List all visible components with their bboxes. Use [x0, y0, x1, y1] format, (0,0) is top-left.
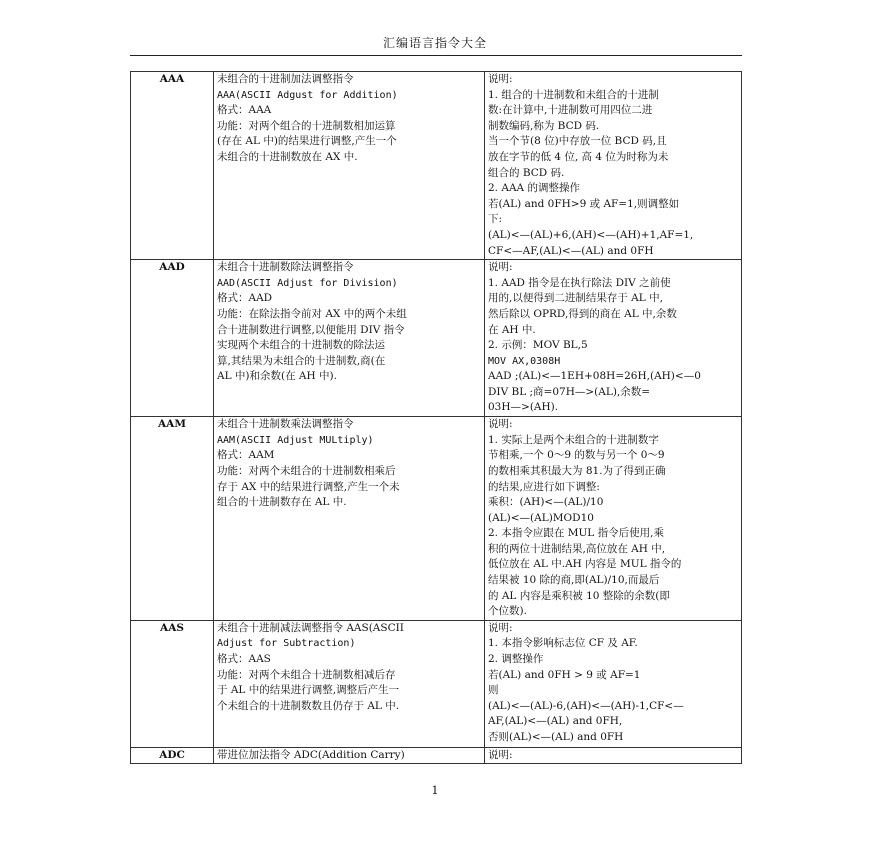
desc-line: 组合的十进制数存在 AL 中. — [217, 496, 347, 509]
note-line: 2. AAA 的调整操作 — [488, 182, 580, 195]
note-line: 乘积：(AH)<—(AL)/10 — [488, 496, 604, 509]
desc-line: 未组合的十进制数放在 AX 中. — [217, 150, 358, 163]
note-line: 1. 实际上是两个未组合的十进制数字 — [488, 433, 659, 446]
desc-line: 合十进制数进行调整,以便能用 DIV 指令 — [217, 323, 405, 336]
table-row — [131, 260, 742, 417]
note-line: 积的两位十进制结果,高位放在 AH 中, — [488, 542, 666, 555]
note-line: CF<—AF,(AL)<—(AL) and 0FH — [488, 244, 654, 257]
note-line: 若(AL) and 0FH > 9 或 AF=1 — [488, 668, 641, 681]
note-line: 否则(AL)<—(AL) and 0FH — [488, 731, 624, 743]
note-line: MOV AX,0308H — [488, 355, 561, 367]
note-line: 说明: — [488, 73, 513, 85]
header-divider — [130, 55, 742, 56]
note-line: 在 AH 中. — [488, 323, 536, 336]
instruction-description — [214, 747, 485, 764]
instruction-notes — [485, 620, 742, 747]
note-line: (AL)<—(AL)-6,(AH)<—(AH)-1,CF<— — [488, 699, 684, 712]
desc-line: 格式：AAA — [217, 104, 272, 117]
note-line: 2. 本指令应跟在 MUL 指令后使用,乘 — [488, 527, 664, 540]
note-line: 1. 本指令影响标志位 CF 及 AF. — [488, 637, 638, 650]
note-line: 节相乘,一个 0～9 的数与另一个 0～9 — [488, 449, 665, 462]
note-line: 的 AL 内容是乘积被 10 整除的余数(即 — [488, 589, 670, 602]
note-line: 用的,以便得到二进制结果存于 AL 中, — [488, 292, 663, 305]
note-line: 组合的 BCD 码. — [488, 166, 565, 179]
instruction-description — [214, 260, 485, 417]
instruction-description — [214, 620, 485, 747]
note-line: (AL)<—(AL)+6,(AH)<—(AH)+1,AF=1, — [488, 228, 694, 241]
desc-line: 于 AL 中的结果进行调整,调整后产生一 — [217, 684, 400, 697]
note-line: 放在字节的低 4 位, 高 4 位为时称为未 — [488, 150, 669, 163]
note-line: 下: — [488, 213, 503, 226]
instruction-name: AAM — [131, 417, 214, 621]
note-line: 1. 组合的十进制数和未组合的十进制 — [488, 88, 659, 101]
table-row — [131, 747, 742, 764]
desc-line: 实现两个未组合的十进制数的除法运 — [217, 339, 385, 352]
desc-line: 功能：对两个组合的十进制数相加运算 — [217, 119, 396, 132]
note-line: 结果被 10 除的商,即(AL)/10,而最后 — [488, 574, 660, 587]
desc-line: AAD(ASCII Adjust for Division) — [217, 277, 398, 289]
instruction-name: AAA — [131, 72, 214, 260]
instruction-notes — [485, 747, 742, 764]
note-line: (AL)<—(AL)MOD10 — [488, 511, 594, 524]
note-line: 说明: — [488, 748, 513, 761]
note-line: 2. 示例：MOV BL,5 — [488, 339, 588, 352]
desc-line: 未组合十进制数乘法调整指令 — [217, 418, 354, 431]
desc-line: 算,其结果为未组合的十进制数,商(在 — [217, 354, 386, 367]
note-line: 当一个节(8 位)中存放一位 BCD 码,且 — [488, 135, 667, 148]
note-line: 数:在计算中,十进制数可用四位二进 — [488, 104, 653, 117]
page-header-title: 汇编语言指令大全 — [382, 36, 487, 50]
page-number: 1 — [431, 784, 439, 797]
note-line: 若(AL) and 0FH>9 或 AF=1,则调整如 — [488, 197, 680, 210]
table-row — [131, 620, 742, 747]
note-line: 低位放在 AL 中.AH 内容是 MUL 指令的 — [488, 558, 682, 571]
note-line: 的结果,应进行如下调整: — [488, 480, 600, 493]
desc-line: 未组合十进制数除法调整指令 — [217, 261, 354, 274]
table-row — [131, 417, 742, 621]
note-line: 说明: — [488, 418, 513, 431]
instruction-description — [214, 417, 485, 621]
note-line: 则 — [488, 684, 499, 697]
desc-line: AAM(ASCII Adjust MULtiply) — [217, 434, 374, 446]
note-line: 说明: — [488, 621, 513, 634]
desc-line: 未组合十进制减法调整指令 AAS(ASCII — [217, 621, 404, 634]
instruction-name: AAD — [131, 260, 214, 417]
note-line: 然后除以 OPRD,得到的商在 AL 中,余数 — [488, 307, 677, 320]
desc-line: 功能：在除法指令前对 AX 中的两个未组 — [217, 307, 407, 320]
note-line: 2. 调整操作 — [488, 653, 544, 666]
note-line: AAD ;(AL)<—1EH+08H=26H,(AH)<—0 — [488, 370, 701, 383]
desc-line: AAA(ASCII Adgust for Addition) — [217, 89, 398, 101]
note-line: DIV BL ;商=07H—>(AL),余数= — [488, 385, 651, 398]
table-row — [131, 72, 742, 260]
note-line: AF,(AL)<—(AL) and 0FH, — [488, 715, 623, 728]
desc-line: Adjust for Subtraction) — [217, 638, 356, 650]
desc-line: 带进位加法指令 ADC(Addition Carry) — [217, 748, 405, 761]
note-line: 1. AAD 指令是在执行除法 DIV 之前使 — [488, 276, 671, 289]
desc-line: 存于 AX 中的结果进行调整,产生一个未 — [217, 480, 400, 493]
desc-line: 格式：AAD — [217, 292, 273, 305]
desc-line: 个未组合的十进制数数且仍存于 AL 中. — [217, 699, 400, 712]
note-line: 说明: — [488, 261, 513, 274]
desc-line: (存在 AL 中)的结果进行调整,产生一个 — [217, 135, 397, 148]
desc-line: AL 中)和余数(在 AH 中). — [217, 370, 337, 383]
desc-line: 格式：AAS — [217, 653, 271, 666]
instruction-notes — [485, 260, 742, 417]
note-line: 的数相乘其积最大为 81.为了得到正确 — [488, 464, 666, 477]
desc-line: 未组合的十进制加法调整指令 — [217, 73, 354, 85]
desc-line: 功能：对两个未组合的十进制数相乘后 — [217, 464, 396, 477]
instruction-name: ADC — [131, 747, 214, 764]
instruction-description — [214, 72, 485, 260]
instruction-notes — [485, 417, 742, 621]
instruction-table — [130, 71, 742, 764]
note-line: 制数编码,称为 BCD 码. — [488, 119, 600, 132]
note-line: 03H—>(AH). — [488, 401, 559, 414]
note-line: 个位数). — [488, 605, 527, 618]
instruction-notes — [485, 72, 742, 260]
desc-line: 格式：AAM — [217, 449, 275, 462]
instruction-name: AAS — [131, 620, 214, 747]
desc-line: 功能：对两个未组合十进制数相减后存 — [217, 668, 396, 681]
